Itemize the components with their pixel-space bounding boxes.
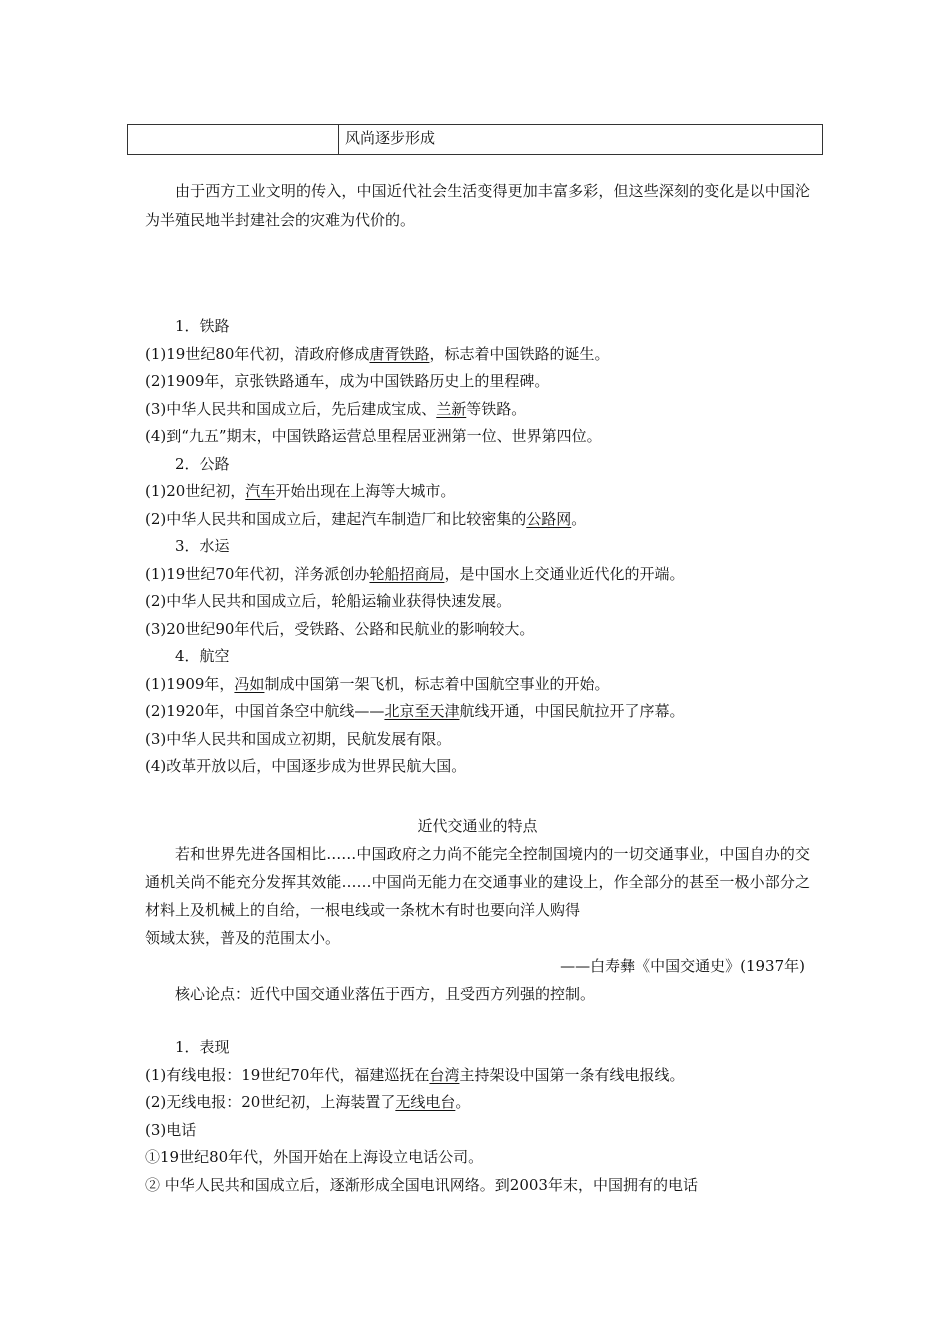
- air-line-1: (1)1909年，冯如制成中国第一架飞机，标志着中国航空事业的开始。: [145, 674, 610, 693]
- water-heading: 3．水运: [175, 537, 230, 555]
- road-line-2: (2)中华人民共和国成立后，建起汽车制造厂和比较密集的公路网。: [145, 509, 587, 528]
- feature-quote: [145, 840, 810, 952]
- railway-heading: 1．铁路: [175, 317, 230, 335]
- transport-section: [145, 313, 810, 781]
- telecom-line-5: ② 中华人民共和国成立后，逐渐形成全国电讯网络。到2003年末，中国拥有的电话: [145, 1175, 698, 1194]
- table-cell-text: 风尚逐步形成: [345, 129, 436, 147]
- telecom-line-1: (1)有线电报：19世纪70年代，福建巡抚在台湾主持架设中国第一条有线电报线。: [145, 1065, 685, 1084]
- core-argument: 核心论点：近代中国交通业落伍于西方，且受西方列强的控制。: [175, 985, 596, 1003]
- air-line-2: (2)1920年，中国首条空中航线——北京至天津航线开通，中国民航拉开了序幕。: [145, 702, 685, 720]
- quote-paragraph-end: 领域太狭，普及的范围太小。: [145, 929, 341, 947]
- water-line-2: (2)中华人民共和国成立后，轮船运输业获得快速发展。: [145, 592, 512, 610]
- road-heading: 2．公路: [175, 454, 230, 473]
- summary-table-fragment: [127, 124, 823, 155]
- air-heading: 4．航空: [175, 647, 230, 665]
- air-line-3: (3)中华人民共和国成立初期，民航发展有限。: [145, 729, 452, 748]
- quote-source: ——白寿彝《中国交通史》(1937年): [560, 957, 805, 975]
- railway-line-1: (1)19世纪80年代初，清政府修成唐胥铁路，标志着中国铁路的诞生。: [145, 344, 610, 363]
- telecom-line-2: (2)无线电报：20世纪初，上海装置了无线电台。: [145, 1093, 471, 1111]
- air-line-4: (4)改革开放以后，中国逐步成为世界民航大国。: [145, 757, 467, 775]
- telecom-section: [145, 1034, 810, 1199]
- feature-title: 近代交通业的特点: [417, 817, 538, 835]
- road-line-1: (1)20世纪初，汽车开始出现在上海等大城市。: [145, 482, 456, 500]
- telecom-line-4: ①19世纪80年代，外国开始在上海设立电话公司。: [145, 1148, 484, 1166]
- intro-paragraph: 由于西方工业文明的传入，中国近代社会生活变得更加丰富多彩，但这些深刻的变化是以中国沦为半殖民地半封建社会的灾难为代价的。: [145, 182, 810, 229]
- table-cell-empty: [128, 125, 339, 154]
- quote-paragraph: 若和世界先进各国相比……中国政府之力尚不能完全控制国境内的一切交通事业，中国自办的交通机关尚不能充分发挥其效能……中国尚无能力在交通事业的建设上，作全部分的甚至一极小部分之材料上及机械上的自给，一根电线或一条枕木有时也要向洋人购得: [145, 845, 810, 919]
- water-line-1: (1)19世纪70年代初，洋务派创办轮船招商局，是中国水上交通业近代化的开端。: [145, 564, 685, 583]
- telecom-line-3: (3)电话: [145, 1120, 197, 1139]
- railway-line-2: (2)1909年，京张铁路通车，成为中国铁路历史上的里程碑。: [145, 372, 550, 390]
- railway-line-4: (4)到“九五”期末，中国铁路运营总里程居亚洲第一位、世界第四位。: [145, 427, 602, 445]
- telecom-heading: 1．表现: [175, 1038, 230, 1056]
- railway-line-3: (3)中华人民共和国成立后，先后建成宝成、兰新等铁路。: [145, 399, 527, 418]
- water-line-3: (3)20世纪90年代后，受铁路、公路和民航业的影响较大。: [145, 619, 535, 638]
